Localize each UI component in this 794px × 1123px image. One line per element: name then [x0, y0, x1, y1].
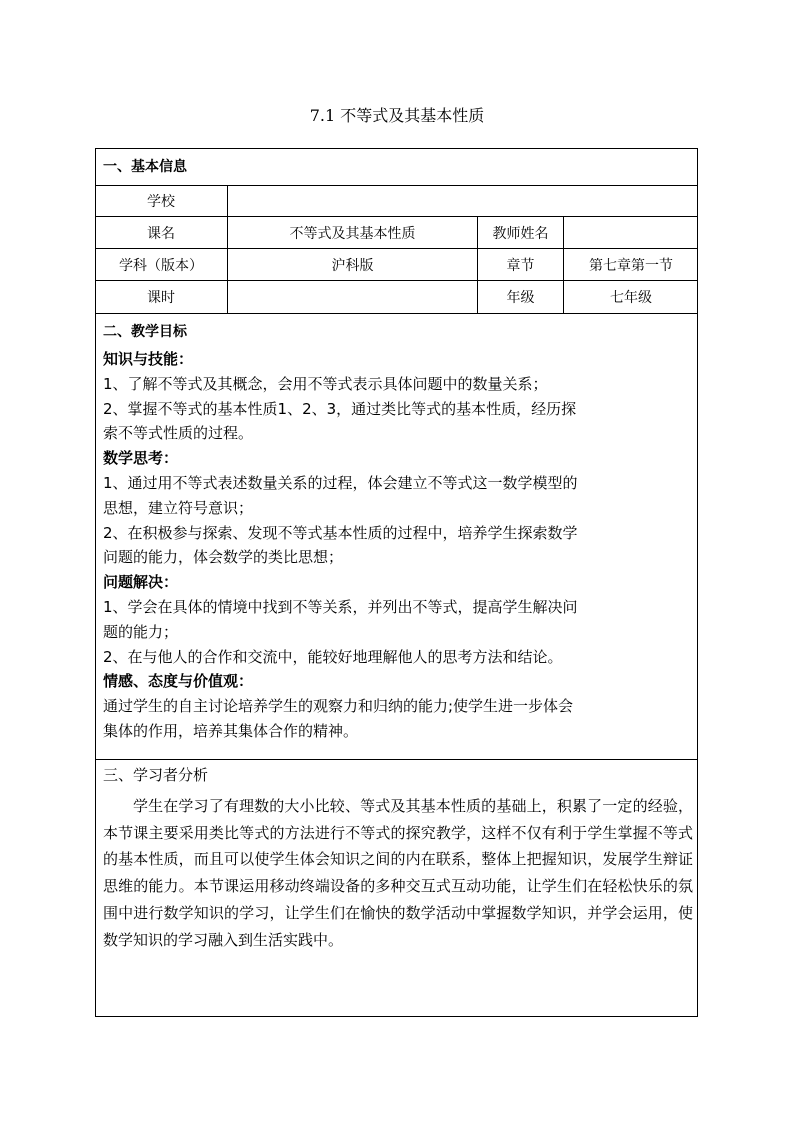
- section-heading-learner-analysis: 三、学习者分析: [103, 766, 209, 784]
- value-class-period: [228, 281, 477, 313]
- goal-line: 题的能力；: [103, 622, 179, 641]
- subheading-math-thinking: 数学思考：: [103, 449, 179, 468]
- goal-line: 问题的能力，体会数学的类比思想；: [103, 548, 344, 567]
- subheading-emotion-values: 情感、态度与价值观：: [103, 672, 254, 691]
- value-course-name: 不等式及其基本性质: [289, 225, 416, 242]
- subheading-problem-solving: 问题解决：: [103, 573, 179, 592]
- goal-line: 集体的作用，培养其集体合作的精神。: [103, 721, 359, 740]
- goal-line: 1、通过用不等式表述数量关系的过程，体会建立不等式这一数学模型的: [103, 473, 578, 492]
- table-rule: [95, 759, 698, 760]
- label-school: 学校: [147, 194, 175, 210]
- subheading-knowledge-skills: 知识与技能：: [103, 350, 194, 368]
- goal-line: 1、学会在具体的情境中找到不等关系，并列出不等式，提高学生解决问: [103, 597, 578, 616]
- label-teacher-name: 教师姓名: [492, 225, 549, 242]
- value-teacher-name: [564, 217, 698, 248]
- page-title: 7.1 不等式及其基本性质: [309, 106, 485, 125]
- table-rule: [95, 313, 698, 314]
- goal-line: 索不等式性质的过程。: [103, 424, 254, 443]
- value-grade: 七年级: [610, 290, 652, 306]
- goal-line: 2、在与他人的合作和交流中，能较好地理解他人的思考方法和结论。: [103, 647, 563, 666]
- value-subject-edition: 沪科版: [331, 257, 374, 274]
- label-grade: 年级: [506, 290, 535, 306]
- value-school: [228, 186, 698, 216]
- goal-line: 思想，建立符号意识；: [103, 498, 254, 517]
- label-course-name: 课名: [147, 225, 175, 242]
- goal-line: 2、在积极参与探索、发现不等式基本性质的过程中，培养学生探索数学: [103, 523, 578, 542]
- label-chapter: 章节: [506, 257, 535, 274]
- label-class-period: 课时: [147, 290, 175, 306]
- section-heading-teaching-goals: 二、教学目标: [103, 324, 187, 340]
- learner-analysis-body: 学生在学习了有理数的大小比较、等式及其基本性质的基础上，积累了一定的经验，本节课主要采用类比等式的方法进行不等式的探究教学，这样不仅有利于学生掌握不等式的基本性质，而且可以使学生体会知识之间的内在联系，整体上把握知识，发展学生辩证思维的能力。本节课运用移动终端设备的多种交互式互动功能，让学生们在轻松快乐的氛围中进行数学知识的学习，让学生们在愉快的数学活动中掌握数学知识，并学会运用，使数学知识的学习融入到生活实践中。: [103, 797, 693, 949]
- goal-line: 通过学生的自主讨论培养学生的观察力和归纳的能力;使学生进一步体会: [103, 697, 574, 716]
- section-heading-basic-info: 一、基本信息: [103, 159, 187, 175]
- label-subject-edition: 学科（版本）: [119, 257, 203, 274]
- goal-line: 2、掌握不等式的基本性质1、2、3，通过类比等式的基本性质，经历探: [103, 399, 577, 418]
- teaching-goals-body: [103, 347, 693, 744]
- goal-line: 1、了解不等式及其概念，会用不等式表示具体问题中的数量关系；: [103, 374, 548, 393]
- value-chapter: 第七章第一节: [589, 257, 673, 274]
